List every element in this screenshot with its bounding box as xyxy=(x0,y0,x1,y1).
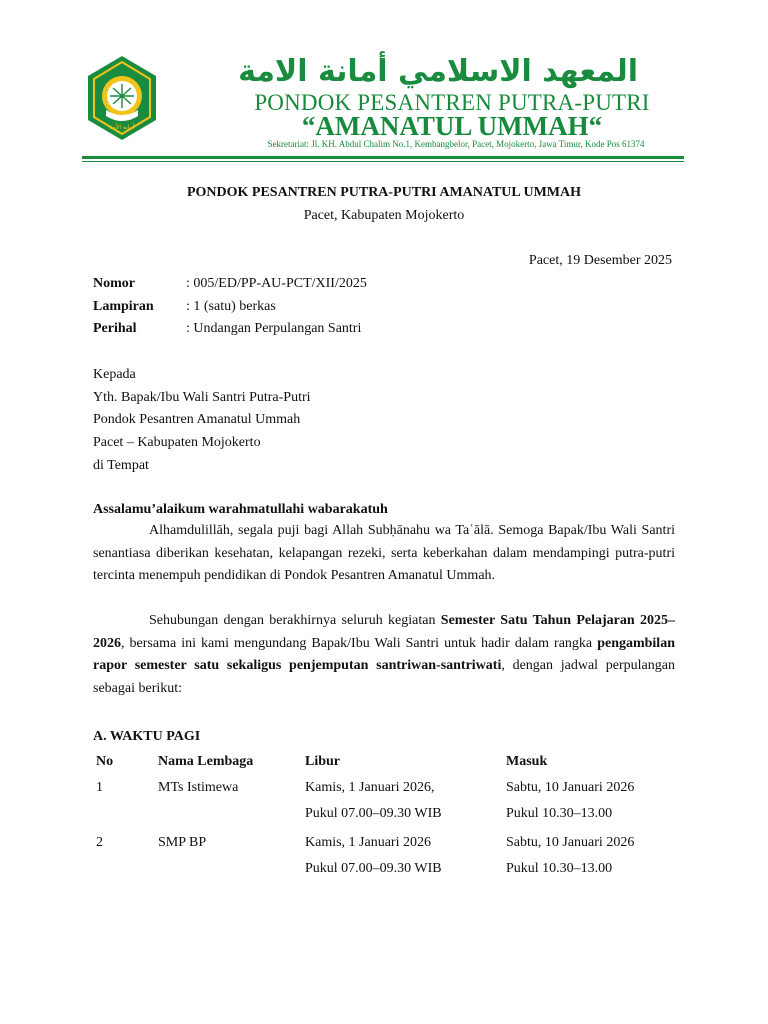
table-cell-libur-time: Pukul 07.00–09.30 WIB xyxy=(305,861,442,876)
recipient-line: Pondok Pesantren Amanatul Ummah xyxy=(93,412,301,427)
paragraph-2-bold: pengambilan rapor semester satu sekaligus penjemputan santriwan-santriwati xyxy=(93,635,675,674)
meta-label-perihal: Perihal xyxy=(93,321,137,336)
paragraph-2-text: , bersama ini kami mengundang Bapak/Ibu Wali Santri untuk hadir dalam rangka xyxy=(121,635,598,651)
table-header-masuk: Masuk xyxy=(506,754,548,769)
meta-value-perihal: : Undangan Perpulangan Santri xyxy=(186,321,362,336)
paragraph-2-text: , dengan jadwal perpulangan sebagai berikut: xyxy=(93,658,675,697)
meta-label-lampiran: Lampiran xyxy=(93,299,154,314)
table-cell-no: 1 xyxy=(96,780,103,795)
letterhead-line2: “AMANATUL UMMAH“ xyxy=(301,111,603,141)
school-logo xyxy=(84,54,160,142)
section-a-title: A. WAKTU PAGI xyxy=(93,729,201,744)
greeting: Assalamu’alaikum warahmatullahi wabarakatuh xyxy=(93,502,388,517)
table-cell-masuk-date: Sabtu, 10 Januari 2026 xyxy=(506,780,635,795)
table-cell-libur-date: Kamis, 1 Januari 2026, xyxy=(305,780,435,795)
table-cell-masuk-time: Pukul 10.30–13.00 xyxy=(506,806,613,821)
logo-text: أمانة الأمة xyxy=(109,124,135,131)
table-cell-no: 2 xyxy=(96,835,103,850)
paragraph-1-text: Alhamdulillāh, segala puji bagi Allah Subḥānahu wa Taʿālā. Semoga Bapak/Ibu Wali Santri senantiasa diberikan kesehatan, kelapangan rezeki, serta keberkahan dalam mendampingi putra-putri tercinta menempuh pendidikan di Pondok Pesantren Amanatul Ummah. xyxy=(93,523,675,584)
table-header-lembaga: Nama Lembaga xyxy=(158,754,254,769)
recipient-line: Pacet – Kabupaten Mojokerto xyxy=(93,435,261,450)
paragraph-2-bold: Semester Satu Tahun Pelajaran 2025–2026 xyxy=(93,613,675,651)
table-cell-libur-time: Pukul 07.00–09.30 WIB xyxy=(305,806,442,821)
meta-value-nomor: : 005/ED/PP-AU-PCT/XII/2025 xyxy=(186,276,367,291)
arabic-title: المعهد الاسلامي أمانة الامة xyxy=(238,54,638,89)
meta-value-lampiran: : 1 (satu) berkas xyxy=(186,299,276,314)
paragraph-1 xyxy=(93,520,675,588)
recipient-line: Kepada xyxy=(93,367,136,382)
letterhead-rule-thin xyxy=(82,161,684,162)
meta-label-nomor: Nomor xyxy=(93,276,135,291)
paragraph-2-text: Sehubungan dengan berakhirnya seluruh kegiatan xyxy=(149,613,441,628)
table-cell-lembaga: MTs Istimewa xyxy=(158,780,239,795)
letterhead-line1: PONDOK PESANTREN PUTRA-PUTRI xyxy=(254,90,650,115)
letterhead xyxy=(0,0,768,165)
paragraph-2 xyxy=(93,610,675,701)
date-line: Pacet, 19 Desember 2025 xyxy=(528,253,672,268)
institution-heading: PONDOK PESANTREN PUTRA-PUTRI AMANATUL UMMAH xyxy=(186,185,582,200)
letterhead-rule-thick xyxy=(82,156,684,159)
letterhead-address: Sekretariat: Jl. KH. Abdul Chalim No.1, Kembangbelor, Pacet, Mojokerto, Jawa Timur, Kode Pos 61374 xyxy=(267,139,645,149)
table-header-libur: Libur xyxy=(305,754,341,769)
table-cell-libur-date: Kamis, 1 Januari 2026 xyxy=(305,835,431,850)
table-cell-masuk-time: Pukul 10.30–13.00 xyxy=(506,861,613,876)
table-cell-masuk-date: Sabtu, 10 Januari 2026 xyxy=(506,835,635,850)
recipient-line: di Tempat xyxy=(93,458,149,473)
institution-location: Pacet, Kabupaten Mojokerto xyxy=(303,208,465,223)
recipient-line: Yth. Bapak/Ibu Wali Santri Putra-Putri xyxy=(93,390,311,405)
table-cell-lembaga: SMP BP xyxy=(158,835,207,850)
table-header-no: No xyxy=(96,754,114,769)
